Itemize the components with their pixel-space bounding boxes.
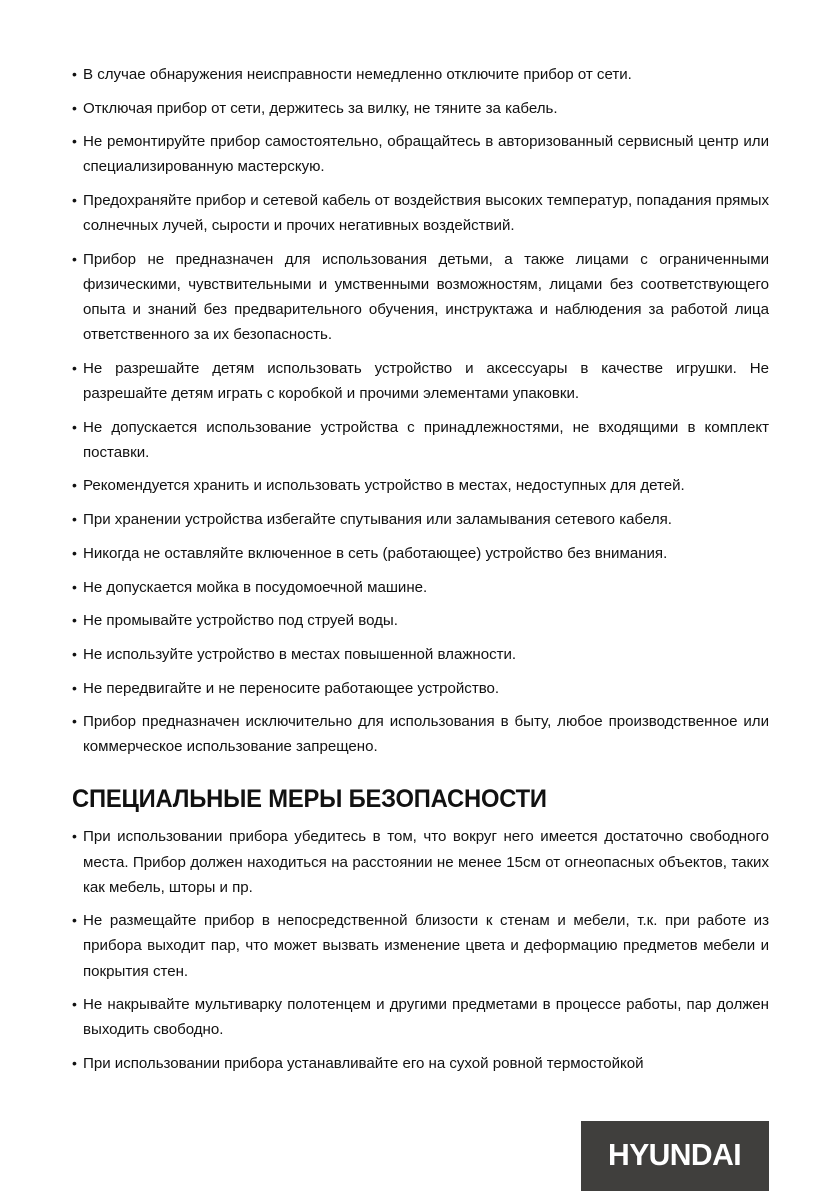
safety-bullet [72,608,769,633]
safety-bullet [72,96,769,121]
safety-bullet-text: Рекомендуется хранить и использовать устройство в местах, недоступных для детей. [83,477,685,495]
safety-bullet [72,247,769,347]
special-safety-bullet-text: Не накрывайте мультиварку полотенцем и другими предметами в процессе работы, пар должен выходить свободно. [83,996,769,1039]
safety-bullet [72,62,769,87]
safety-bullet [72,642,769,667]
safety-bullet-text: Не допускается мойка в посудомоечной машине. [83,578,428,596]
safety-bullet-text: При хранении устройства избегайте спутывания или заламывания сетевого кабеля. [83,511,672,529]
safety-bullet-text: Не используйте устройство в местах повышенной влажности. [83,645,517,663]
safety-bullet-text: В случае обнаружения неисправности немедленно отключите прибор от сети. [83,66,632,83]
special-safety-bullet-text: При использовании прибора устанавливайте его на сухой ровной термостойкой [83,1055,644,1072]
safety-bullet-text: Предохраняйте прибор и сетевой кабель от воздействия высоких температур, попадания прямых солнечных лучей, сырости и прочих негативных воздействий. [83,192,769,235]
safety-bullet [72,188,769,238]
safety-bullet [72,676,769,701]
special-safety-list [72,824,769,1076]
safety-bullet-text: Не допускается использование устройства с принадлежностями, не входящими в комплект поставки. [83,418,769,461]
safety-bullet [72,709,769,759]
safety-bullet-text: Не разрешайте детям использовать устройство и аксессуары в качестве игрушки. Не разрешайте детям играть с коробкой и прочими элементами упаковки. [83,359,769,402]
safety-bullet-text: Никогда не оставляйте включенное в сеть (работающее) устройство без внимания. [83,544,668,562]
safety-bullet-text: Прибор предназначен исключительно для использования в быту, любое производственное или коммерческое использование запрещено. [83,713,769,756]
special-safety-bullet [72,992,769,1042]
special-safety-bullet [72,1051,769,1076]
safety-bullet [72,129,769,179]
special-safety-bullet-text: Не размещайте прибор в непосредственной близости к стенам и мебели, т.к. при работе из прибора выходит пар, что может вызвать изменение цвета и деформацию предметов мебели и покрытия стен. [83,912,769,980]
safety-bullet [72,507,769,532]
safety-bullet [72,541,769,566]
safety-bullet [72,356,769,406]
safety-bullet-text: Не промывайте устройство под струей воды. [83,612,398,630]
safety-bullet-text: Не ремонтируйте прибор самостоятельно, обращайтесь в авторизованный сервисный центр или специализированную мастерскую. [83,133,769,176]
special-safety-heading: СПЕЦИАЛЬНЫЕ МЕРЫ БЕЗОПАСНОСТИ [72,785,547,814]
safety-bullet-text: Отключая прибор от сети, держитесь за вилку, не тяните за кабель. [83,99,558,117]
general-safety-list [72,62,769,759]
safety-bullet-text: Прибор не предназначен для использования детьми, а также лицами с ограниченными физическими, чувствительными и умственными возможностям, лицами без соответствующего опыта и знаний без предварительного обучения, инструктажа и наблюдения за работой лица ответственного за их безопасность. [83,250,769,344]
page-content [72,62,769,1085]
special-safety-bullet-text: При использовании прибора убедитесь в том, что вокруг него имеется достаточно свободного места. Прибор должен находиться на расстоянии не менее 15см от огнеопасных объектов, таких как мебель, шторы и пр. [83,828,769,896]
special-safety-bullet [72,824,769,899]
special-safety-bullet [72,908,769,983]
safety-bullet [72,473,769,498]
hyundai-logo-badge [581,1121,769,1191]
safety-bullet [72,575,769,600]
hyundai-wordmark: HYUNDAI [608,1136,742,1172]
safety-bullet [72,415,769,465]
safety-bullet-text: Не передвигайте и не переносите работающее устройство. [83,679,500,697]
